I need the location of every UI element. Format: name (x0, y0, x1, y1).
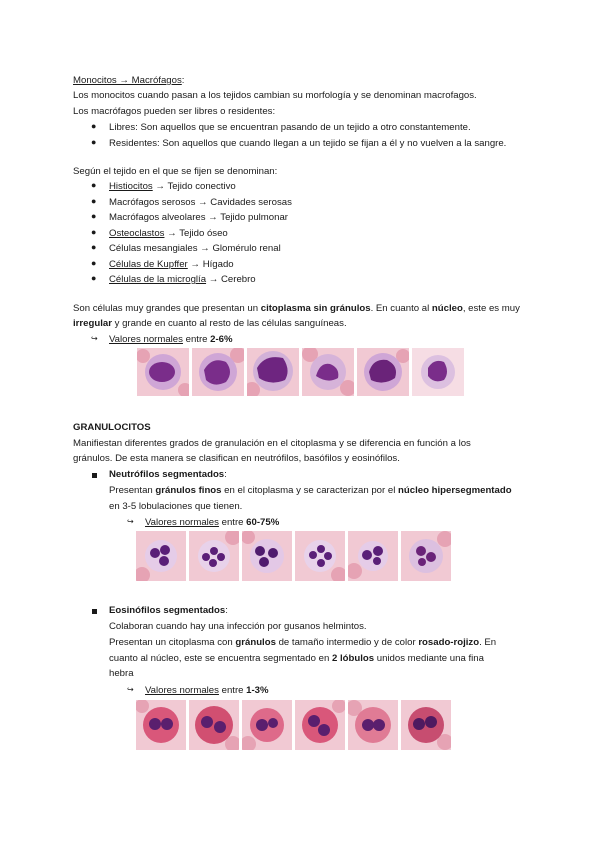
paragraph: Colaboran cuando hay una infección por gusanos helmintos. (109, 621, 367, 632)
values-line: Valores normales entre 2-6% (109, 334, 233, 345)
bullet-dot-icon: ● (91, 137, 97, 147)
arrow-icon: ↪ (127, 517, 134, 526)
bullet-dot-icon: ● (91, 121, 97, 131)
paragraph: Los monocitos cuando pasan a los tejidos cambian su morfología y se denominan macrofagos. (73, 90, 477, 101)
eosinophil-micrograph (295, 700, 345, 750)
list-item: Macrófagos alveolares → Tejido pulmonar (109, 212, 288, 223)
list-item: Histiocitos → Tejido conectivo (109, 181, 236, 192)
subheading: Neutrófilos segmentados: (109, 469, 227, 480)
values-line: Valores normales entre 1-3% (145, 685, 269, 696)
bullet-dot-icon: ● (91, 258, 97, 268)
bullet-dot-icon: ● (91, 196, 97, 206)
list-item: Células de Kupffer → Hígado (109, 259, 234, 270)
paragraph: Son células muy grandes que presentan un citoplasma sin gránulos. En cuanto al núcleo, este es muy (73, 303, 520, 314)
paragraph: Manifiestan diferentes grados de granulación en el citoplasma y se diferencia en función a los (73, 438, 471, 449)
paragraph: Presentan gránulos finos en el citoplasma y se caracterizan por el núcleo hipersegmentado (109, 485, 512, 496)
bullet-dot-icon: ● (91, 227, 97, 237)
bullet-dot-icon: ● (91, 242, 97, 252)
granulocitos-heading: GRANULOCITOS (73, 422, 151, 433)
eosinophil-micrograph (242, 700, 292, 750)
monocyte-micrograph (302, 348, 354, 396)
list-item: Macrófagos serosos → Cavidades serosas (109, 197, 292, 208)
paragraph: Presentan un citoplasma con gránulos de tamaño intermedio y de color rosado-rojizo. En (109, 637, 497, 648)
paragraph: Según el tejido en el que se fijen se denominan: (73, 166, 278, 177)
monocyte-micrograph (412, 348, 464, 396)
neutrophil-micrograph (189, 531, 239, 581)
neutrophil-image-strip (136, 531, 454, 581)
paragraph: cuanto al núcleo, este se encuentra segmentado en 2 lóbulos unidos mediante una fina (109, 653, 484, 664)
values-line: Valores normales entre 60-75% (145, 517, 280, 528)
neutrophil-micrograph (242, 531, 292, 581)
square-bullet-icon (92, 609, 97, 614)
square-bullet-icon (92, 473, 97, 478)
arrow-icon: ↪ (91, 334, 98, 343)
monocyte-micrograph (357, 348, 409, 396)
list-item: Osteoclastos → Tejido óseo (109, 228, 228, 239)
paragraph: Los macrófagos pueden ser libres o residentes: (73, 106, 276, 117)
neutrophil-micrograph (401, 531, 451, 581)
monocyte-micrograph (137, 348, 189, 396)
list-item: Libres: Son aquellos que se encuentran pasando de un tejido a otro constantemente. (109, 122, 471, 133)
monocyte-micrograph (247, 348, 299, 396)
eosinophil-micrograph (348, 700, 398, 750)
eosinophil-micrograph (136, 700, 186, 750)
monocyte-image-strip (137, 348, 467, 396)
paragraph: gránulos. De esta manera se clasifican en neutrófilos, basófilos y eosinófilos. (73, 453, 400, 464)
neutrophil-micrograph (295, 531, 345, 581)
eosinophil-image-strip (136, 700, 454, 750)
neutrophil-micrograph (136, 531, 186, 581)
monocitos-heading: Monocitos → Macrófagos: (73, 75, 185, 86)
monocyte-micrograph (192, 348, 244, 396)
paragraph: hebra (109, 668, 134, 679)
eosinophil-micrograph (189, 700, 239, 750)
bullet-dot-icon: ● (91, 180, 97, 190)
arrow-icon: ↪ (127, 685, 134, 694)
list-item: Residentes: Son aquellos que cuando llegan a un tejido se fijan a él y no vuelven a la sangre. (109, 138, 507, 149)
list-item: Células de la microglía → Cerebro (109, 274, 256, 285)
neutrophil-micrograph (348, 531, 398, 581)
list-item: Células mesangiales → Glomérulo renal (109, 243, 281, 254)
paragraph: en 3-5 lobulaciones que tienen. (109, 501, 243, 512)
subheading: Eosinófilos segmentados: (109, 605, 228, 616)
bullet-dot-icon: ● (91, 273, 97, 283)
paragraph: irregular y grande en cuanto al resto de las células sanguíneas. (73, 318, 347, 329)
eosinophil-micrograph (401, 700, 451, 750)
bullet-dot-icon: ● (91, 211, 97, 221)
